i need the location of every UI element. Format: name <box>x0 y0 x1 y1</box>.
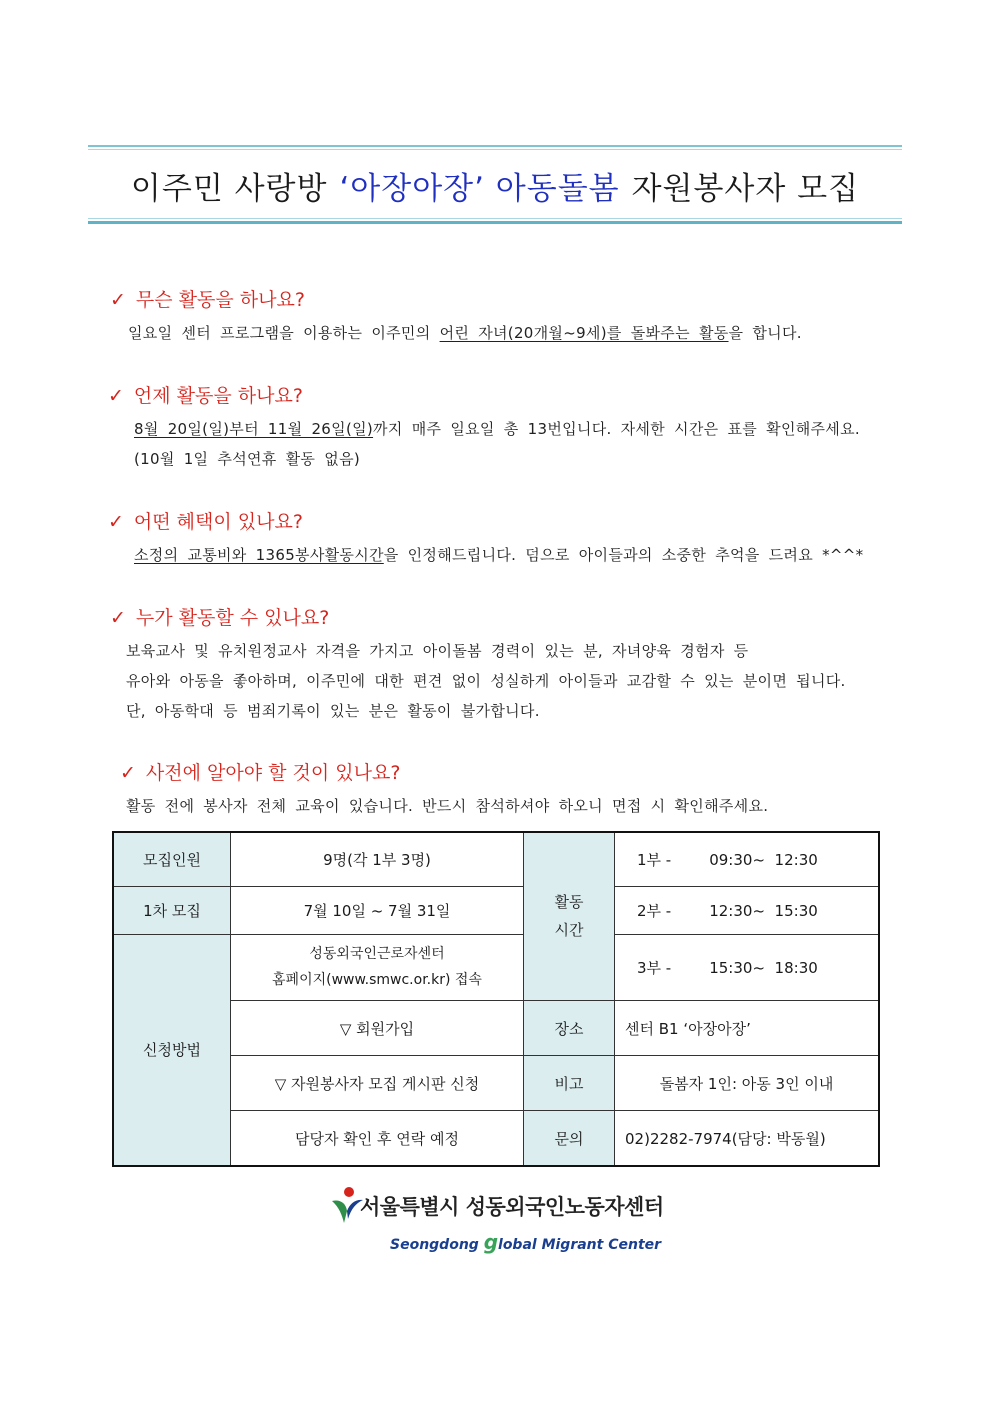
table-row <box>113 832 879 886</box>
underlined-text: 어린 자녀(20개월~9세)를 돌봐주는 활동 <box>439 324 729 342</box>
session-part: 2부 - <box>637 901 672 920</box>
logo-mark-icon <box>330 1185 364 1225</box>
apply-step-1 <box>231 934 524 1000</box>
time-label-line-1: 활동 <box>554 893 584 912</box>
section-heading-text: 언제 활동을 하나요? <box>133 385 303 407</box>
round-label: 1차 모집 <box>113 886 231 934</box>
text-fragment: (10월 1일 추석연휴 활동 없음) <box>134 450 361 468</box>
section-text-who-2 <box>126 670 846 691</box>
title-rule-top-thin <box>88 149 902 150</box>
section-text-who-1 <box>126 640 748 661</box>
session-time: 12:30~ 15:30 <box>709 901 818 920</box>
section-text-prepare <box>126 795 768 816</box>
place-label: 장소 <box>524 1000 615 1055</box>
table-row <box>113 886 879 934</box>
check-icon: ✓ <box>108 511 124 533</box>
text-fragment: 보육교사 및 유치원정교사 자격을 가지고 아이돌봄 경력이 있는 분, 자녀양육 경험자 등 <box>126 642 749 660</box>
apply-label: 신청방법 <box>113 934 231 1166</box>
section-heading-who <box>110 603 329 630</box>
text-fragment: 까지 매주 일요일 총 13번입니다. 자세한 시간은 표를 확인해주세요. <box>373 420 860 438</box>
section-heading-text: 누가 활동할 수 있나요? <box>135 607 330 629</box>
title-rule-bottom-thin <box>88 218 902 219</box>
session-time: 15:30~ 18:30 <box>709 958 818 977</box>
section-heading-what <box>110 285 305 312</box>
apply-step-4: 담당자 확인 후 연락 예정 <box>231 1111 524 1166</box>
title-part-1: 이주민 사랑방 <box>130 171 328 207</box>
session-part: 1부 - <box>637 850 672 869</box>
text-fragment: 단, 아동학대 등 범죄기록이 있는 분은 활동이 불가합니다. <box>126 702 540 720</box>
apply-step-1-line-2: 홈페이지(www.smwc.or.kr) 접속 <box>272 972 482 989</box>
contact-label: 문의 <box>524 1111 615 1166</box>
session-2 <box>615 886 880 934</box>
apply-step-2: ▽ 회원가입 <box>231 1000 524 1055</box>
check-icon: ✓ <box>108 385 124 407</box>
recruit-value: 9명(각 1부 3명) <box>231 832 524 886</box>
text-fragment: 을 합니다. <box>728 324 802 342</box>
note-value: 돌봄자 1인: 아동 3인 이내 <box>615 1056 880 1111</box>
title-rule-top <box>88 145 902 147</box>
logo-english-name <box>390 1230 661 1254</box>
underlined-text: 8월 20일(일)부터 11월 26일(일) <box>134 420 374 438</box>
activity-time-label <box>524 832 615 1000</box>
section-heading-text: 무슨 활동을 하나요? <box>135 289 305 311</box>
title-part-3: 자원봉사자 모집 <box>631 171 860 207</box>
recruit-label: 모집인원 <box>113 832 231 886</box>
check-icon: ✓ <box>110 289 126 311</box>
time-label-line-2: 시간 <box>554 921 584 940</box>
place-value: 센터 B1 ‘아장아장’ <box>615 1000 880 1055</box>
section-heading-text: 사전에 알아야 할 것이 있나요? <box>145 762 401 784</box>
logo-english-g: g <box>483 1230 499 1254</box>
table-row <box>113 934 879 1000</box>
session-part: 3부 - <box>637 958 672 977</box>
session-1 <box>615 832 880 886</box>
underlined-text: 소정의 교통비와 1365봉사활동시간 <box>134 546 384 564</box>
section-text-when-2 <box>134 448 360 469</box>
info-table <box>112 831 880 1167</box>
section-text-when-1 <box>134 418 860 439</box>
logo-english-post: lobal Migrant Center <box>498 1237 662 1253</box>
note-label: 비고 <box>524 1056 615 1111</box>
session-time: 09:30~ 12:30 <box>709 850 818 869</box>
title-rule-bottom <box>88 221 902 224</box>
check-icon: ✓ <box>120 762 136 784</box>
apply-step-1-line-1: 성동외국인근로자센터 <box>309 946 445 963</box>
section-heading-benefit <box>108 507 303 534</box>
title-banner <box>88 145 902 225</box>
apply-step-3: ▽ 자원봉사자 모집 게시판 신청 <box>231 1056 524 1111</box>
text-fragment: 을 인정해드립니다. 덤으로 아이들과의 소중한 추억을 드려요 *^^* <box>383 546 864 564</box>
section-heading-prepare <box>120 758 400 785</box>
text-fragment: 유아와 아동을 좋아하며, 이주민에 대한 편견 없이 성실하게 아이들과 교감할 수 있는 분이면 됩니다. <box>126 672 846 690</box>
text-fragment: 활동 전에 봉사자 전체 교육이 있습니다. 반드시 참석하셔야 하오니 면접 시 확인해주세요. <box>126 797 769 815</box>
section-text-what <box>128 322 802 343</box>
logo-korean-name: 서울특별시 성동외국인노동자센터 <box>360 1195 664 1219</box>
round-value: 7월 10일 ~ 7월 31일 <box>231 886 524 934</box>
section-text-who-3 <box>126 700 540 721</box>
check-icon: ✓ <box>110 607 126 629</box>
session-3 <box>615 934 880 1000</box>
org-logo <box>330 1185 670 1261</box>
text-fragment: 일요일 센터 프로그램을 이용하는 이주민의 <box>128 324 440 342</box>
contact-value: 02)2282-7974(담당: 박동월) <box>615 1111 880 1166</box>
section-text-benefit <box>134 544 863 565</box>
page-title <box>88 163 902 208</box>
section-heading-text: 어떤 혜택이 있나요? <box>133 511 303 533</box>
logo-english-pre: Seongdong <box>390 1237 484 1253</box>
title-part-2: ‘아장아장’ 아동돌봄 <box>339 171 620 207</box>
section-heading-when <box>108 381 303 408</box>
